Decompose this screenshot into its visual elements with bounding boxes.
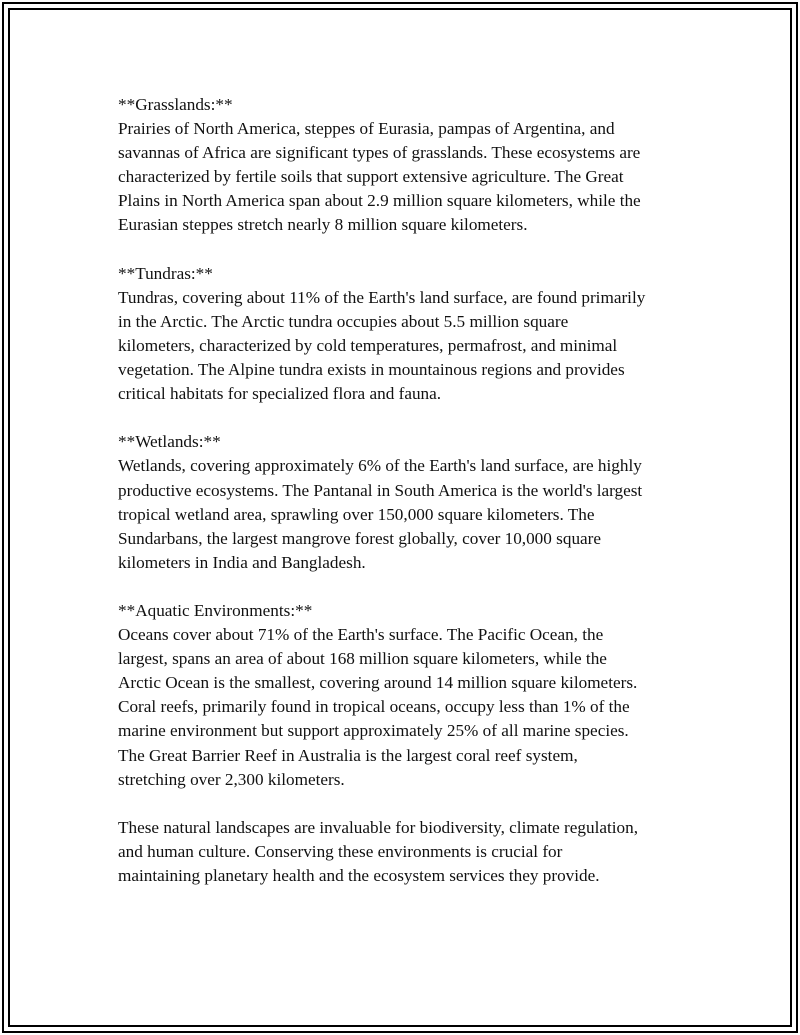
paragraph-line: savannas of Africa are significant types of grasslands. These ecosystems are — [118, 143, 641, 163]
paragraph-line: largest, spans an area of about 168 million square kilometers, while the — [118, 649, 607, 669]
paragraph-line: kilometers in India and Bangladesh. — [118, 552, 366, 572]
section-wetlands — [118, 430, 698, 575]
paragraph-line: tropical wetland area, sprawling over 150,000 square kilometers. The — [118, 504, 595, 524]
paragraph-line: Prairies of North America, steppes of Eurasia, pampas of Argentina, and — [118, 119, 615, 139]
paragraph-line: and human culture. Conserving these environments is crucial for — [118, 841, 563, 861]
document-body — [118, 93, 698, 912]
paragraph-line: vegetation. The Alpine tundra exists in mountainous regions and provides — [118, 360, 625, 380]
section-grasslands — [118, 93, 698, 238]
paragraph-line: The Great Barrier Reef in Australia is the largest coral reef system, — [118, 745, 578, 765]
section-heading: **Aquatic Environments:** — [118, 600, 313, 620]
section-heading: **Grasslands:** — [118, 95, 233, 114]
paragraph-line: marine environment but support approximately 25% of all marine species. — [118, 721, 629, 741]
paragraph-line: stretching over 2,300 kilometers. — [118, 769, 345, 789]
paragraph-line: Plains in North America span about 2.9 million square kilometers, while the — [118, 191, 641, 211]
paragraph-line: Arctic Ocean is the smallest, covering around 14 million square kilometers. — [118, 673, 638, 693]
paragraph-line: Sundarbans, the largest mangrove forest globally, cover 10,000 square — [118, 528, 602, 548]
paragraph-line: These natural landscapes are invaluable for biodiversity, climate regulation, — [118, 817, 639, 837]
paragraph-line: maintaining planetary health and the ecosystem services they provide. — [118, 866, 600, 885]
paragraph-line: productive ecosystems. The Pantanal in South America is the world's largest — [118, 480, 643, 500]
paragraph-line: Wetlands, covering approximately 6% of the Earth's land surface, are highly — [118, 456, 642, 476]
paragraph-line: Oceans cover about 71% of the Earth's surface. The Pacific Ocean, the — [118, 625, 604, 645]
paragraph-line: characterized by fertile soils that support extensive agriculture. The Great — [118, 167, 624, 187]
paragraph-line: kilometers, characterized by cold temperatures, permafrost, and minimal — [118, 335, 618, 355]
paragraph-line: in the Arctic. The Arctic tundra occupies about 5.5 million square — [118, 311, 569, 331]
section-aquatic-environments — [118, 599, 698, 792]
section-heading: **Wetlands:** — [118, 432, 221, 452]
section-tundras — [118, 262, 698, 407]
closing-paragraph — [118, 816, 698, 888]
paragraph-line: Coral reefs, primarily found in tropical oceans, occupy less than 1% of the — [118, 697, 630, 717]
section-heading: **Tundras:** — [118, 263, 213, 283]
paragraph-line: critical habitats for specialized flora and fauna. — [118, 384, 442, 404]
paragraph-line: Eurasian steppes stretch nearly 8 million square kilometers. — [118, 215, 528, 235]
paragraph-line: Tundras, covering about 11% of the Earth's land surface, are found primarily — [118, 287, 646, 307]
